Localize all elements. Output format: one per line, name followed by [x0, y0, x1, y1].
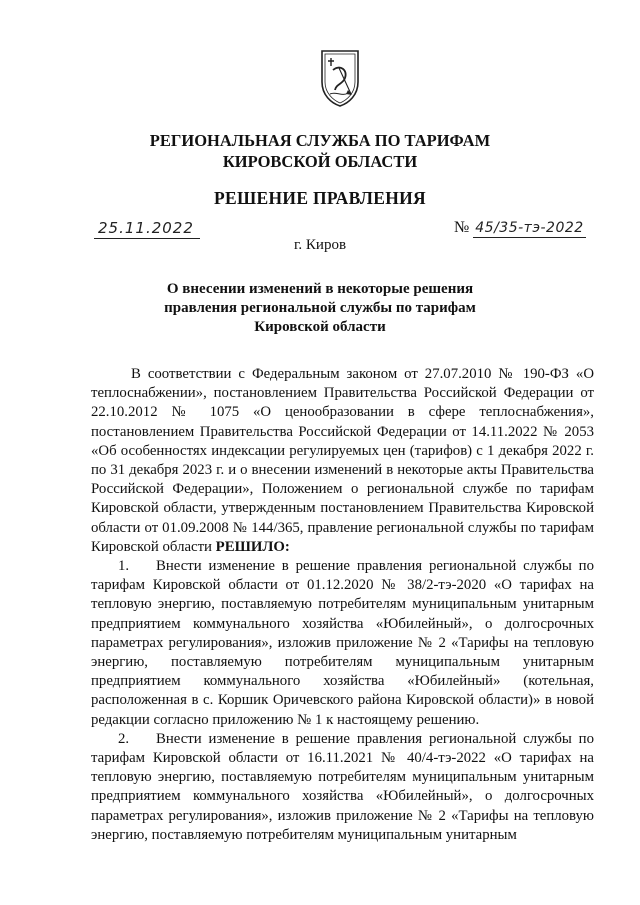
list-item: [91, 730, 594, 845]
document-body: [91, 365, 594, 845]
decided-word: РЕШИЛО:: [215, 538, 290, 555]
coat-of-arms-icon: [318, 48, 362, 108]
org-line-1: РЕГИОНАЛЬНАЯ СЛУЖБА ПО ТАРИФАМ: [149, 131, 491, 150]
preamble-paragraph: [91, 365, 594, 557]
item-number: 2.: [118, 730, 130, 747]
decision-number: [454, 219, 586, 237]
subject-line-1: О внесении изменений в некоторые решения: [166, 281, 474, 297]
subject-line-3: Кировской области: [254, 319, 386, 335]
preamble-text: В соответствии с Федеральным законом от 27.07.2010 № 190-ФЗ «О теплоснабжении», постановлением Правительства Российской Федерации от 22.10.2012 № 1075 «О ценообразовании в сфере теплоснабжения», постановлением Правительства Российской Федерации от 14.11.2022 № 2053 «Об особенностях индексации регулируемых цен (тарифов) с 1 декабря 2022 г. по 31 декабря 2023 г. и о внесении изменений в некоторые акты Правительства Российской Федерации», Положением о региональной службе по тарифам Кировской области, утвержденным постановлением Правительства Кировской области от 01.09.2008 № 144/365, правление региональной службы по тарифам Кировской области: [91, 366, 594, 555]
subject-line-2: правления региональной службы по тарифам: [164, 300, 476, 316]
number-value: 45/35-тэ-2022: [475, 220, 584, 236]
decision-title: РЕШЕНИЕ ПРАВЛЕНИЯ: [214, 188, 426, 208]
number-sign: №: [454, 219, 470, 236]
subject-heading: [0, 280, 640, 337]
city: г. Киров: [293, 237, 347, 253]
org-line-2: КИРОВСКОЙ ОБЛАСТИ: [222, 152, 418, 171]
item-text: Внести изменение в решение правления региональной службы по тарифам Кировской области от 01.12.2020 № 38/2-тэ-2020 «О тарифах на тепловую энергию, поставляемую потребителям муниципальным унитарным предприятием коммунального хозяйства «Юбилейный», о долгосрочных параметрах регулирования», изложив приложение № 2 «Тарифы на тепловую энергию, поставляемую потребителям муниципальным унитарным предприятием коммунального хозяйства «Юбилейный» (котельная, расположенная в с. Коршик Оричевского района Кировской области)» в новой редакции согласно приложению № 1 к настоящему решению.: [91, 558, 594, 728]
organization-name: [0, 130, 640, 172]
item-text: Внести изменение в решение правления региональной службы по тарифам Кировской области от 16.11.2021 № 40/4-тэ-2022 «О тарифах на тепловую энергию, поставляемую потребителям муниципальным унитарным предприятием коммунального хозяйства «Юбилейный», о долгосрочных параметрах регулирования», изложив приложение № 2 «Тарифы на тепловую энергию, поставляемую потребителям муниципальным унитарным: [91, 730, 594, 843]
item-number: 1.: [118, 558, 130, 575]
list-item: [91, 557, 594, 730]
decision-date: 25.11.2022: [94, 219, 200, 239]
